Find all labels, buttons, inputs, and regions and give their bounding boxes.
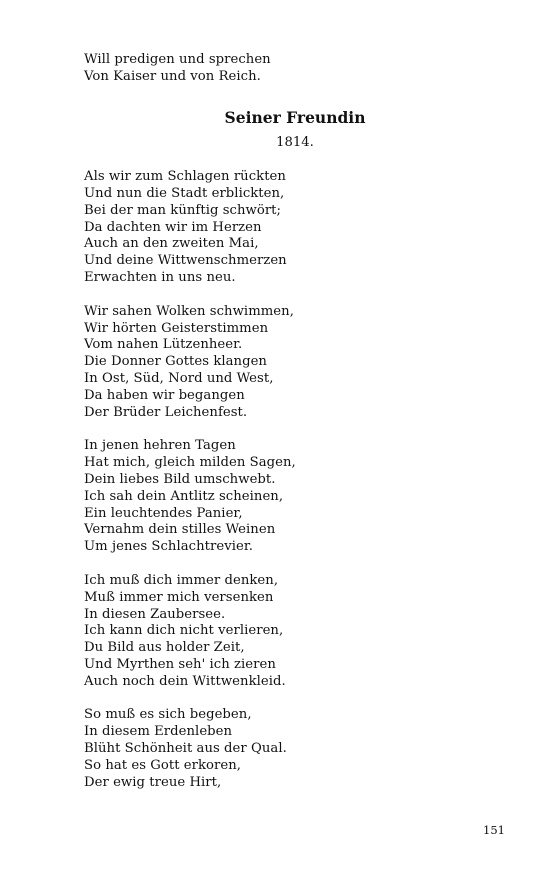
poem-line: In diesen Zaubersee. [84,607,226,622]
poem-line: Und deine Wittwenschmerzen [84,253,287,268]
poem-line: Bei der man künftig schwört; [84,203,282,218]
poem-line: So muß es sich begeben, [84,707,252,722]
poem-line: Dein liebes Bild umschwebt. [84,472,276,487]
poem-line: Ich muß dich immer denken, [84,573,279,588]
poem-line: Der Brüder Leichenfest. [84,405,248,420]
poem-line: Und nun die Stadt erblickten, [84,186,285,201]
prev-poem-line: Will predigen und sprechen [84,52,271,67]
poem-line: Vernahm dein stilles Weinen [84,522,276,537]
poem-line: Wir sahen Wolken schwimmen, [84,304,294,319]
poem-line: Vom nahen Lützenheer. [84,337,243,352]
poem-line: Als wir zum Schlagen rückten [84,169,286,184]
poem-line: In jenen hehren Tagen [84,438,236,453]
poem-year: 1814. [276,135,314,150]
poem-line: Ich sah dein Antlitz scheinen, [84,489,284,504]
poem-line: Ich kann dich nicht verlieren, [84,623,284,638]
poem-line: Und Myrthen seh' ich zieren [84,657,276,672]
poem-line: So hat es Gott erkoren, [84,758,242,773]
poem-line: Blüht Schönheit aus der Qual. [84,741,287,756]
poem-line: Da haben wir begangen [84,388,245,403]
poem-title: Seiner Freundin [224,108,366,127]
poem-line: In Ost, Süd, Nord und West, [84,371,274,386]
prev-poem-line: Von Kaiser und von Reich. [84,69,261,84]
poem-line: Der ewig treue Hirt, [84,775,222,790]
page-number: 151 [483,823,505,837]
poem-line: In diesem Erdenleben [84,724,233,739]
poem-line: Wir hörten Geisterstimmen [84,321,269,336]
poem-line: Muß immer mich versenken [84,590,274,605]
poem-line: Du Bild aus holder Zeit, [84,640,245,655]
poem-line: Auch an den zweiten Mai, [84,236,259,251]
poem-line: Da dachten wir im Herzen [84,220,262,235]
poem-line: Auch noch dein Wittwenkleid. [84,674,286,689]
poem-line: Um jenes Schlachtrevier. [84,539,253,554]
poem-line: Erwachten in uns neu. [84,270,236,285]
poem-line: Die Donner Gottes klangen [84,354,267,369]
poem-line: Hat mich, gleich milden Sagen, [84,455,296,470]
poem-line: Ein leuchtendes Panier, [84,506,243,521]
